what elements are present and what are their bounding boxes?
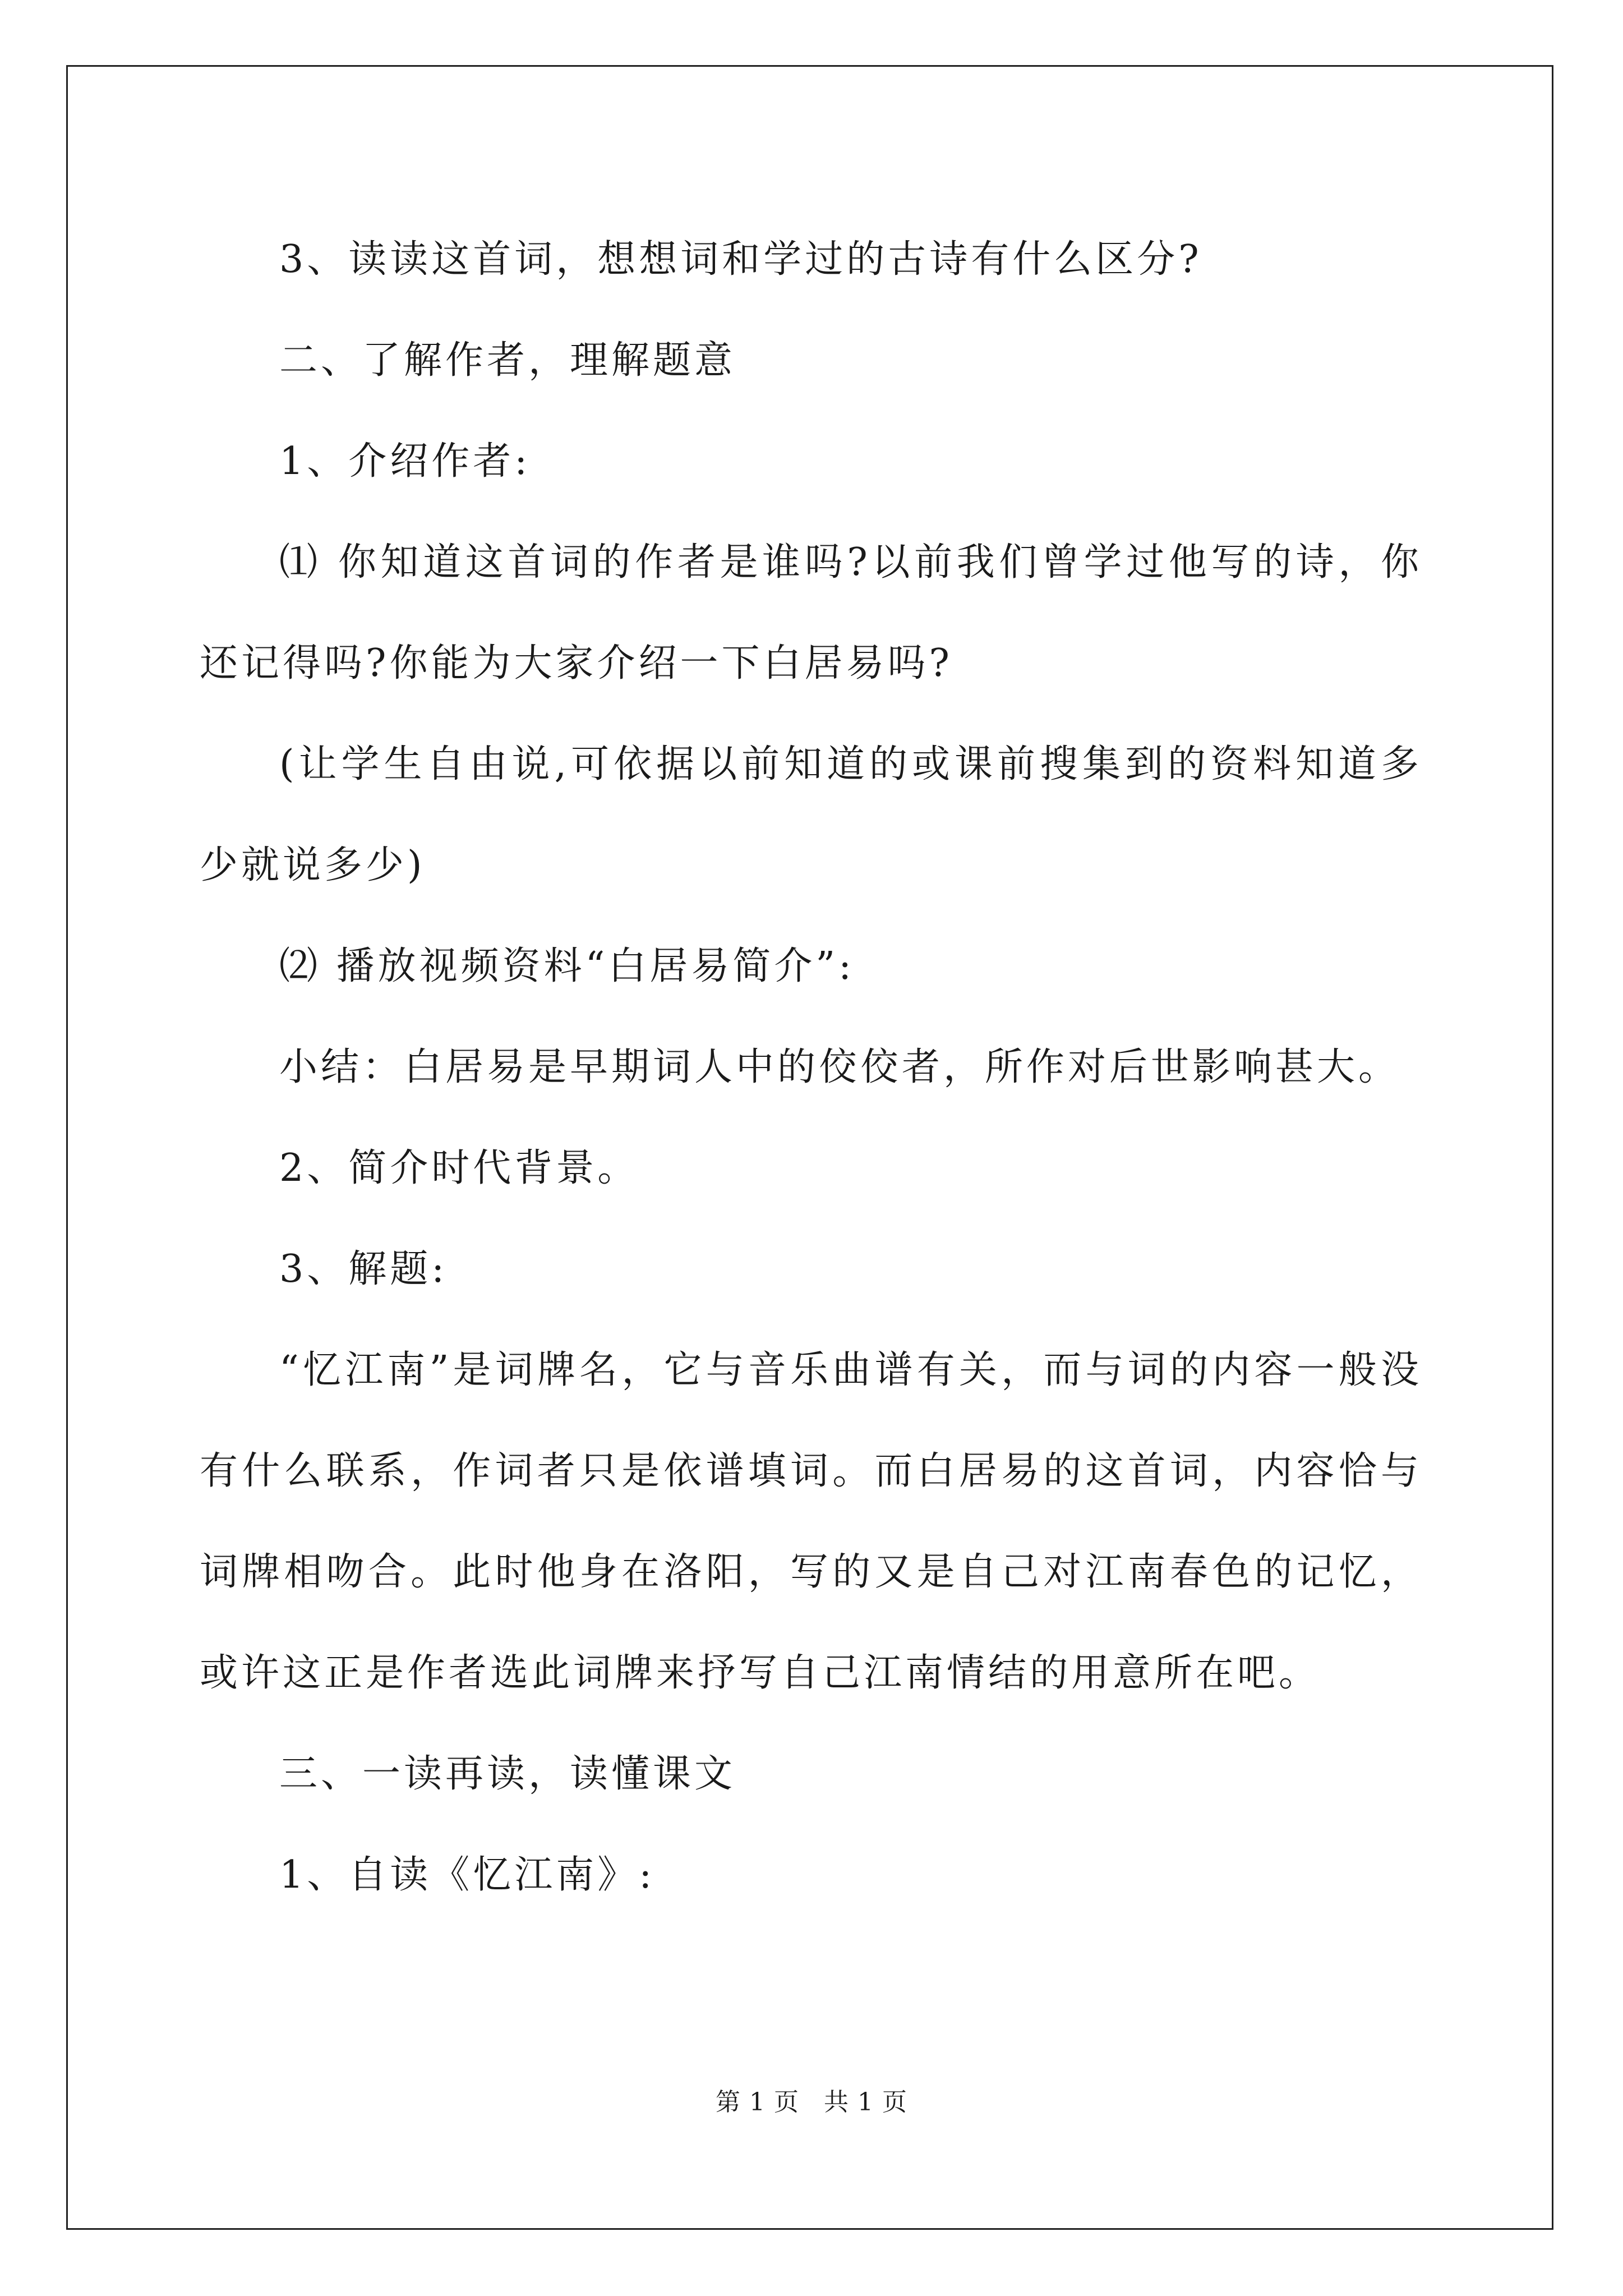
document-body [200, 209, 1422, 1926]
page-footer [0, 2086, 1623, 2119]
paragraph-author-question: ⑴ 你知道这首词的作者是谁吗?以前我们曾学过他写的诗，你还记得吗?你能为大家介绍一下白居易吗? [200, 540, 1422, 685]
section-heading-2: 二、了解作者，理解题意 [279, 338, 736, 383]
paragraph-student-note: (让学生自由说,可依据以前知道的或课前搜集到的资料知道多少就说多少) [200, 742, 1422, 887]
paragraph-background: 2、简介时代背景。 [279, 1146, 639, 1190]
paragraph-self-read: 1、自读《忆江南》: [279, 1853, 656, 1897]
paragraph-cipai-explanation: “忆江南”是词牌名，它与音乐曲谱有关，而与词的内容一般没有什么联系，作词者只是依谱填词。而白居易的这首词，内容恰与词牌相吻合。此时他身在洛阳，写的又是自己对江南春色的记忆，或许这正是作者选此词牌来抒写自己江南情结的用意所在吧。 [200, 1348, 1422, 1695]
section-heading-3: 三、一读再读，读懂课文 [279, 1752, 736, 1796]
paragraph-title-explain: 3、解题: [279, 1247, 448, 1291]
paragraph-summary: 小结：白居易是早期词人中的佼佼者，所作对后世影响甚大。 [279, 1045, 1400, 1089]
paragraph-introduce-author: 1、介绍作者: [279, 439, 531, 484]
page-total: 共 1 页 [824, 2088, 907, 2116]
paragraph-video: ⑵ 播放视频资料“白居易简介”: [279, 944, 855, 988]
paragraph-question-3: 3、读读这首词，想想词和学过的古诗有什么区分? [279, 237, 1202, 282]
page-number: 第 1 页 [716, 2088, 799, 2116]
